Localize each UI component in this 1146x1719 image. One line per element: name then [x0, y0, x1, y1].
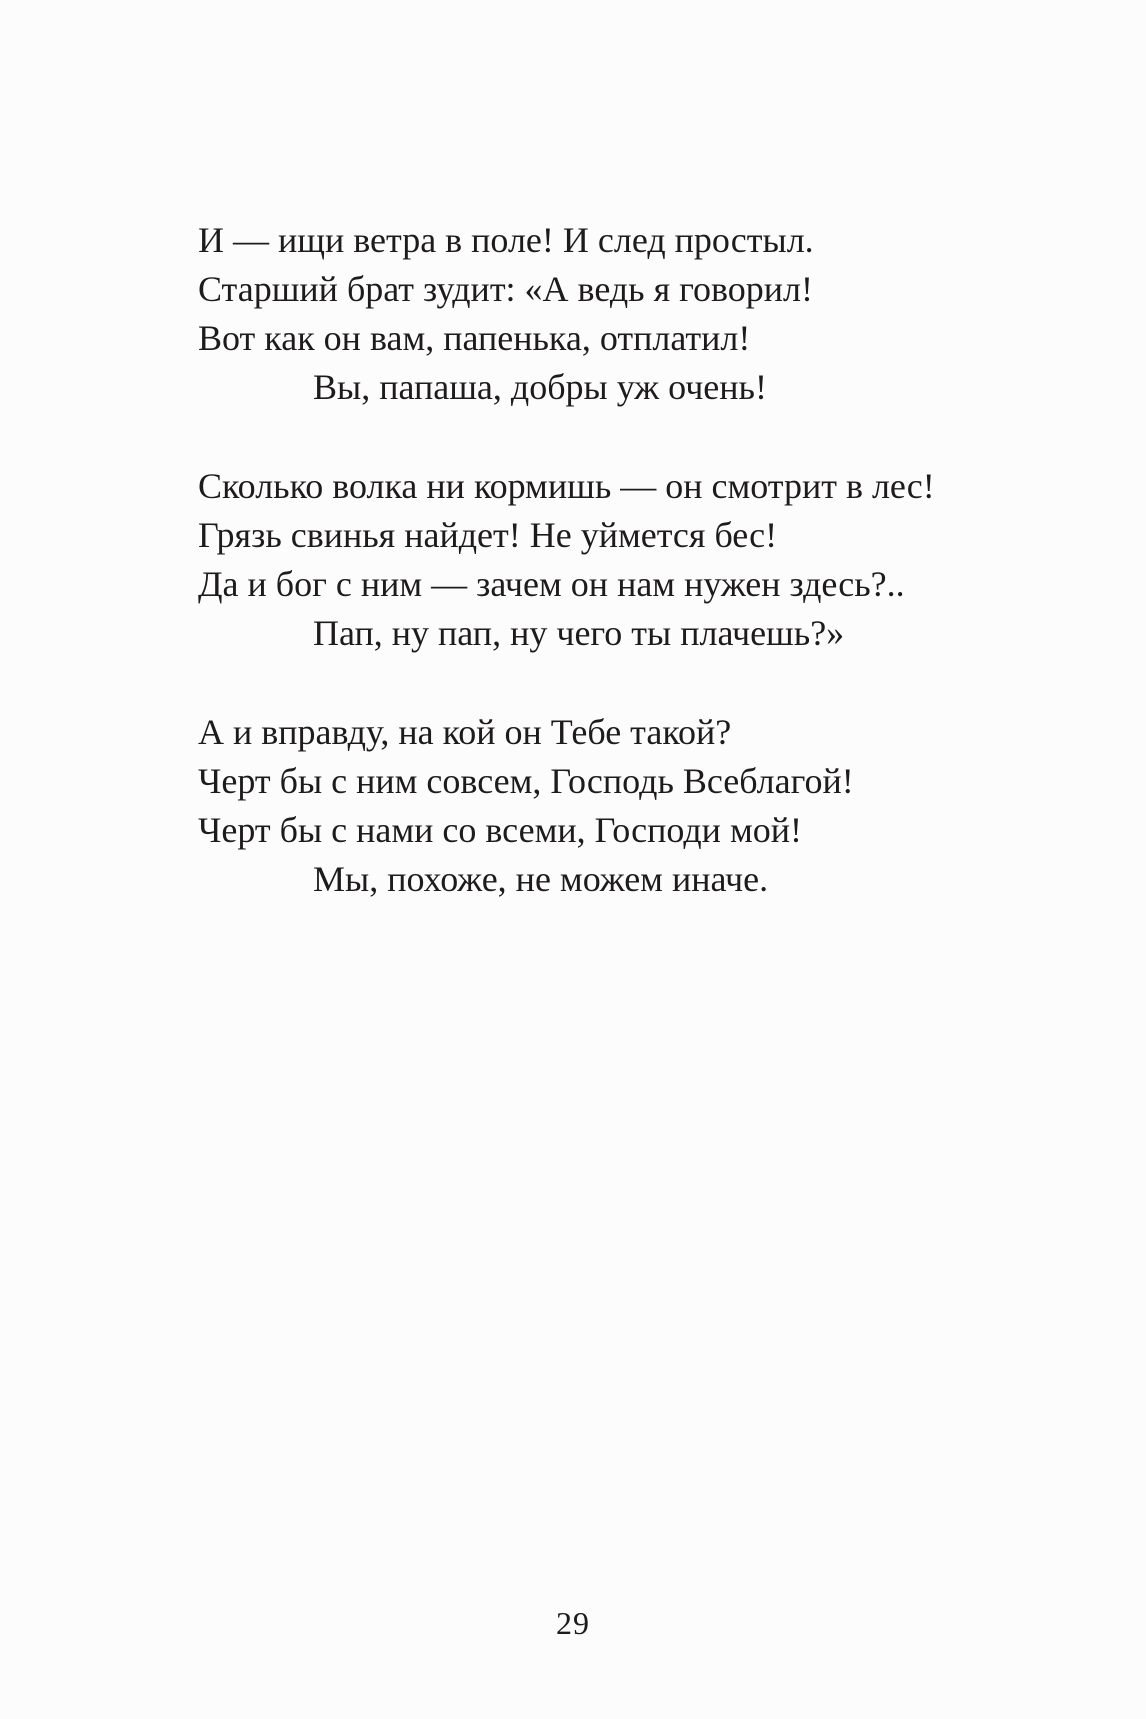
poem-text: [198, 216, 1098, 954]
stanza-1: [198, 216, 1098, 412]
poem-line: Старший брат зудит: «А ведь я говорил!: [198, 269, 813, 309]
poem-line-indented: Вы, папаша, добры уж очень!: [313, 367, 767, 407]
poem-line: И — ищи ветра в поле! И след простыл.: [198, 220, 814, 260]
stanza-2: [198, 462, 1098, 658]
page-number: 29: [556, 1605, 590, 1641]
stanza-3: [198, 708, 1098, 904]
poem-line: Сколько волка ни кормишь — он смотрит в лес!: [198, 466, 935, 506]
poem-line: Черт бы с нами со всеми, Господи мой!: [198, 810, 802, 850]
poem-line-indented: Мы, похоже, не можем иначе.: [313, 859, 769, 899]
poem-line: Вот как он вам, папенька, отплатил!: [198, 318, 751, 358]
poem-line-indented: Пап, ну пап, ну чего ты плачешь?»: [313, 613, 845, 653]
poem-line: А и вправду, на кой он Тебе такой?: [198, 712, 732, 752]
poem-line: Черт бы с ним совсем, Господь Всеблагой!: [198, 761, 854, 801]
poem-line: Грязь свинья найдет! Не уймется бес!: [198, 515, 778, 555]
poem-line: Да и бог с ним — зачем он нам нужен здесь?..: [198, 564, 905, 604]
